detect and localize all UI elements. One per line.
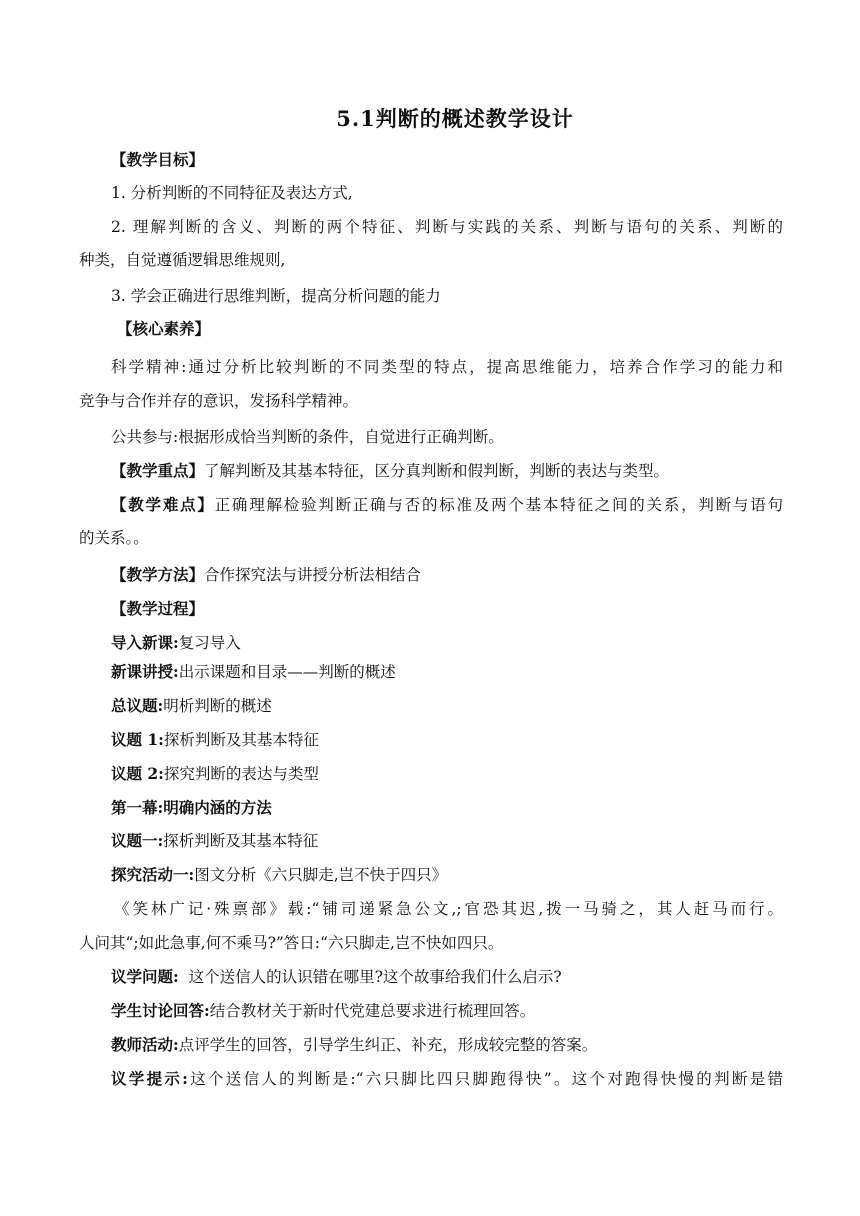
overall-topic: 总议题:明析判断的概述 (111, 696, 272, 715)
discussion-hint: 议学提示:这个送信人的判断是:“六只脚比四只脚跑得快”。这个对跑得快慢的判断是错 (111, 1069, 783, 1088)
discussion-question: 议学问题: 这个送信人的认识错在哪里?这个故事给我们什么启示? (111, 967, 562, 986)
lecture: 新课讲授:出示课题和目录——判断的概述 (111, 662, 396, 681)
core-2: 公共参与:根据形成恰当判断的条件，自觉进行正确判断。 (111, 428, 504, 446)
teaching-method: 【教学方法】合作探究法与讲授分析法相结合 (111, 565, 422, 584)
document-title: 5.1判断的概述教学设计 (336, 106, 574, 131)
teaching-process-heading: 【教学过程】 (111, 599, 205, 618)
intro: 导入新课:复习导入 (111, 633, 241, 652)
topic-2: 议题 2:探究判断的表达与类型 (111, 764, 319, 783)
section-objectives-heading: 【教学目标】 (111, 150, 205, 169)
topic-1: 议题 1:探析判断及其基本特征 (111, 730, 319, 749)
difficult-points-line-1: 【教学难点】正确理解检验判断正确与否的标准及两个基本特征之间的关系，判断与语句 (111, 495, 783, 514)
objective-2-line-2: 种类，自觉遵循逻辑思维规则, (79, 251, 286, 269)
objective-2-line-1: 2. 理解判断的含义、判断的两个特征、判断与实践的关系、判断与语句的关系、判断的 (111, 218, 783, 236)
topic-one: 议题一:探析判断及其基本特征 (111, 831, 319, 850)
difficult-points-line-2: 的关系。。 (79, 529, 149, 547)
teacher-activity: 教师活动:点评学生的回答，引导学生纠正、补充，形成较完整的答案。 (111, 1035, 598, 1054)
key-points: 【教学重点】了解判断及其基本特征，区分真判断和假判断，判断的表达与类型。 (111, 461, 670, 480)
explore-activity-1: 探究活动一:图文分析《六只脚走,岂不快于四只》 (111, 865, 448, 884)
objective-3: 3. 学会正确进行思维判断，提高分析问题的能力 (111, 287, 441, 305)
act-1-heading: 第一幕:明确内涵的方法 (111, 798, 272, 817)
section-core-heading: 【核心素养】 (117, 319, 211, 338)
objective-1: 1. 分析判断的不同特征及表达方式, (111, 184, 353, 202)
story-line-2: 人问其“;如此急事,何不乘马?”答日:“六只脚走,岂不快如四只。 (79, 934, 504, 952)
core-1-line-2: 竞争与合作并存的意识，发扬科学精神。 (79, 392, 359, 410)
story-line-1: 《笑林广记·殊禀部》载:“铺司递紧急公文,;官恐其迟,拨一马骑之，其人赶马而行。 (114, 900, 783, 918)
core-1-line-1: 科学精神:通过分析比较判断的不同类型的特点，提高思维能力，培养合作学习的能力和 (111, 358, 783, 376)
student-discussion: 学生讨论回答:结合教材关于新时代党建总要求进行梳理回答。 (111, 1001, 536, 1020)
